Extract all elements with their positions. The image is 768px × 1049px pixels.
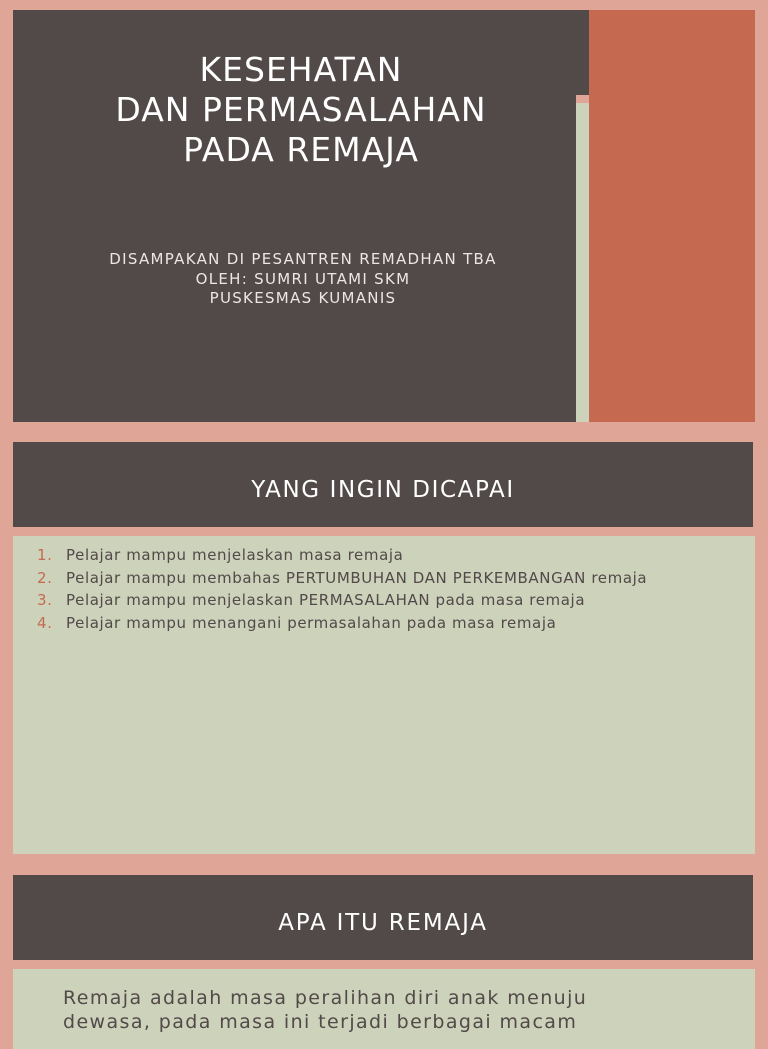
list-item-text: Pelajar mampu menjelaskan masa remaja: [66, 546, 404, 564]
list-item-text: Pelajar mampu menangani permasalahan pada masa remaja: [66, 613, 557, 632]
list-item-text: Pelajar mampu menjelaskan PERMASALAHAN pada masa remaja: [66, 591, 586, 610]
list-item: [37, 612, 753, 635]
title-slide-heading: [13, 50, 589, 170]
subtitle-line: OLEH: SUMRI UTAMI SKM: [195, 269, 411, 288]
list-item-number: 1.: [37, 546, 53, 564]
list-item-number: 3.: [37, 591, 53, 610]
list-item-number: 4.: [37, 613, 53, 632]
list-item-text: Pelajar mampu membahas PERTUMBUHAN DAN PERKEMBANGAN remaja: [66, 568, 648, 587]
list-item: [37, 589, 753, 612]
definition-line: dewasa, pada masa ini terjadi berbagai macam: [63, 1011, 578, 1033]
list-item: [37, 544, 753, 567]
title-slide-subtitle: [13, 250, 593, 309]
objectives-slide-title: YANG INGIN DICAPAI: [251, 477, 515, 503]
title-line: KESEHATAN: [199, 50, 403, 89]
definition-slide-title: APA ITU REMAJA: [278, 910, 488, 936]
list-item: [37, 567, 753, 590]
title-line: DAN PERMASALAHAN: [115, 90, 487, 129]
subtitle-line: PUSKESMAS KUMANIS: [209, 289, 397, 307]
title-line: PADA REMAJA: [183, 130, 419, 169]
definition-line: Remaja adalah masa peralihan diri anak menuju: [63, 987, 588, 1009]
title-slide-accent-panel: [589, 10, 755, 422]
objectives-list: [37, 544, 753, 634]
subtitle-line: DISAMPAKAN DI PESANTREN REMADHAN TBA: [109, 250, 497, 268]
list-item-number: 2.: [37, 568, 53, 587]
definition-text: [63, 986, 683, 1034]
